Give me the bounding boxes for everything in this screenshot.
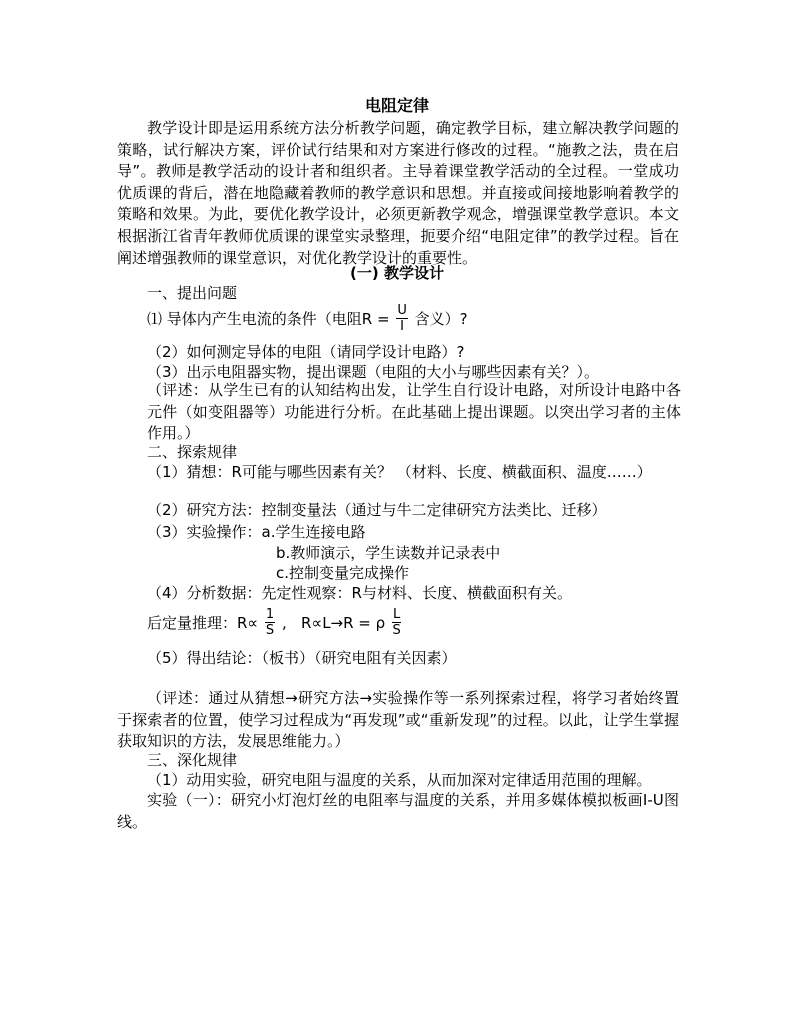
part1-comment [147, 380, 681, 445]
section-heading-teaching-design: (一) 教学设计 [350, 264, 444, 282]
formula-middle: , R∝L→R = ρ [281, 613, 386, 632]
part1-comment-text: （评述：从学生已有的认知结构出发，让学生自行设计电路，对所设计电路中各元件（如变阻器等）功能进行分析。在此基础上提出课题。以突出学习者的主体作用。） [147, 381, 681, 443]
step-3-c: c.控制变量完成操作 [276, 564, 410, 582]
part2-comment: （评述：通过从猜想→研究方法→实验操作等一系列探索过程，将学习者始终置于探索者的位置，使学习过程成为“再发现”或“重新发现”的过程。以此，让学生掌握获取知识的方法，发展思维能力。） [117, 689, 679, 751]
fraction-numerator: L [392, 607, 401, 622]
step-1-guess: （1）猜想：R可能与哪些因素有关？ （材料、长度、横截面积、温度……） [147, 463, 652, 481]
question-3: （3）出示电阻器实物，提出课题（电阻的大小与哪些因素有关？）。 [147, 363, 600, 381]
step-2-method: （2）研究方法：控制变量法（通过与牛二定律研究方法类比、迁移） [147, 501, 607, 519]
ohm-fraction [396, 303, 408, 334]
part1-heading: 一、提出问题 [147, 284, 238, 302]
fraction-numerator: U [397, 303, 407, 318]
intro-paragraph: 教学设计即是运用系统方法分析教学问题，确定教学目标，建立解决教学问题的策略，试行解决方案，评价试行结果和对方案进行修改的过程。“施教之法，贵在启导”。教师是教学活动的设计者和组织者。主导着课堂教学活动的全过程。一堂成功优质课的背后，潜在地隐藏着教师的教学意识和思想。并直接或间接地影响着教学的策略和效果。为此，要优化教学设计，必须更新教学观念，增强课堂教学意识。本文根据浙江省青年教师优质课的课堂实录整理，扼要介绍“电阻定律”的教学过程。旨在阐述增强教师的课堂意识，对优化教学设计的重要性。 [117, 119, 679, 267]
length-area-fraction [392, 607, 401, 638]
fraction-denominator: S [265, 623, 275, 638]
part3-heading: 三、深化规律 [147, 751, 238, 769]
fraction-denominator: S [392, 623, 401, 638]
question-1 [147, 302, 468, 335]
fraction-numerator: 1 [265, 607, 275, 622]
question-2: （2）如何测定导体的电阻（请同学设计电路）? [147, 343, 465, 361]
question-1-suffix: 含义）? [414, 309, 468, 328]
step-3-b: b.教师演示，学生读数并记录表中 [276, 544, 501, 562]
inverse-area-fraction [265, 607, 275, 638]
part3-step-1: （1）动用实验，研究电阻与温度的关系，从而加深对定律适用范围的理解。 [147, 771, 652, 789]
document-title: 电阻定律 [364, 96, 429, 115]
step-5-conclusion: （5）得出结论：（板书）（研究电阻有关因素） [147, 649, 457, 667]
step-4-formula [147, 602, 403, 643]
part2-heading: 二、探索规律 [147, 443, 238, 461]
question-1-prefix: ⑴ 导体内产生电流的条件（电阻R = [147, 309, 390, 328]
formula-prefix: 后定量推理：R∝ [147, 613, 259, 632]
step-4-analysis: （4）分析数据：先定性观察：R与材料、长度、横截面积有关。 [147, 584, 572, 602]
fraction-denominator: I [400, 319, 404, 334]
step-3-experiment: （3）实验操作：a.学生连接电路 [147, 523, 366, 541]
experiment-1: 实验（一）：研究小灯泡灯丝的电阻率与温度的关系，并用多媒体模拟板画I-U图线。 [117, 791, 679, 831]
